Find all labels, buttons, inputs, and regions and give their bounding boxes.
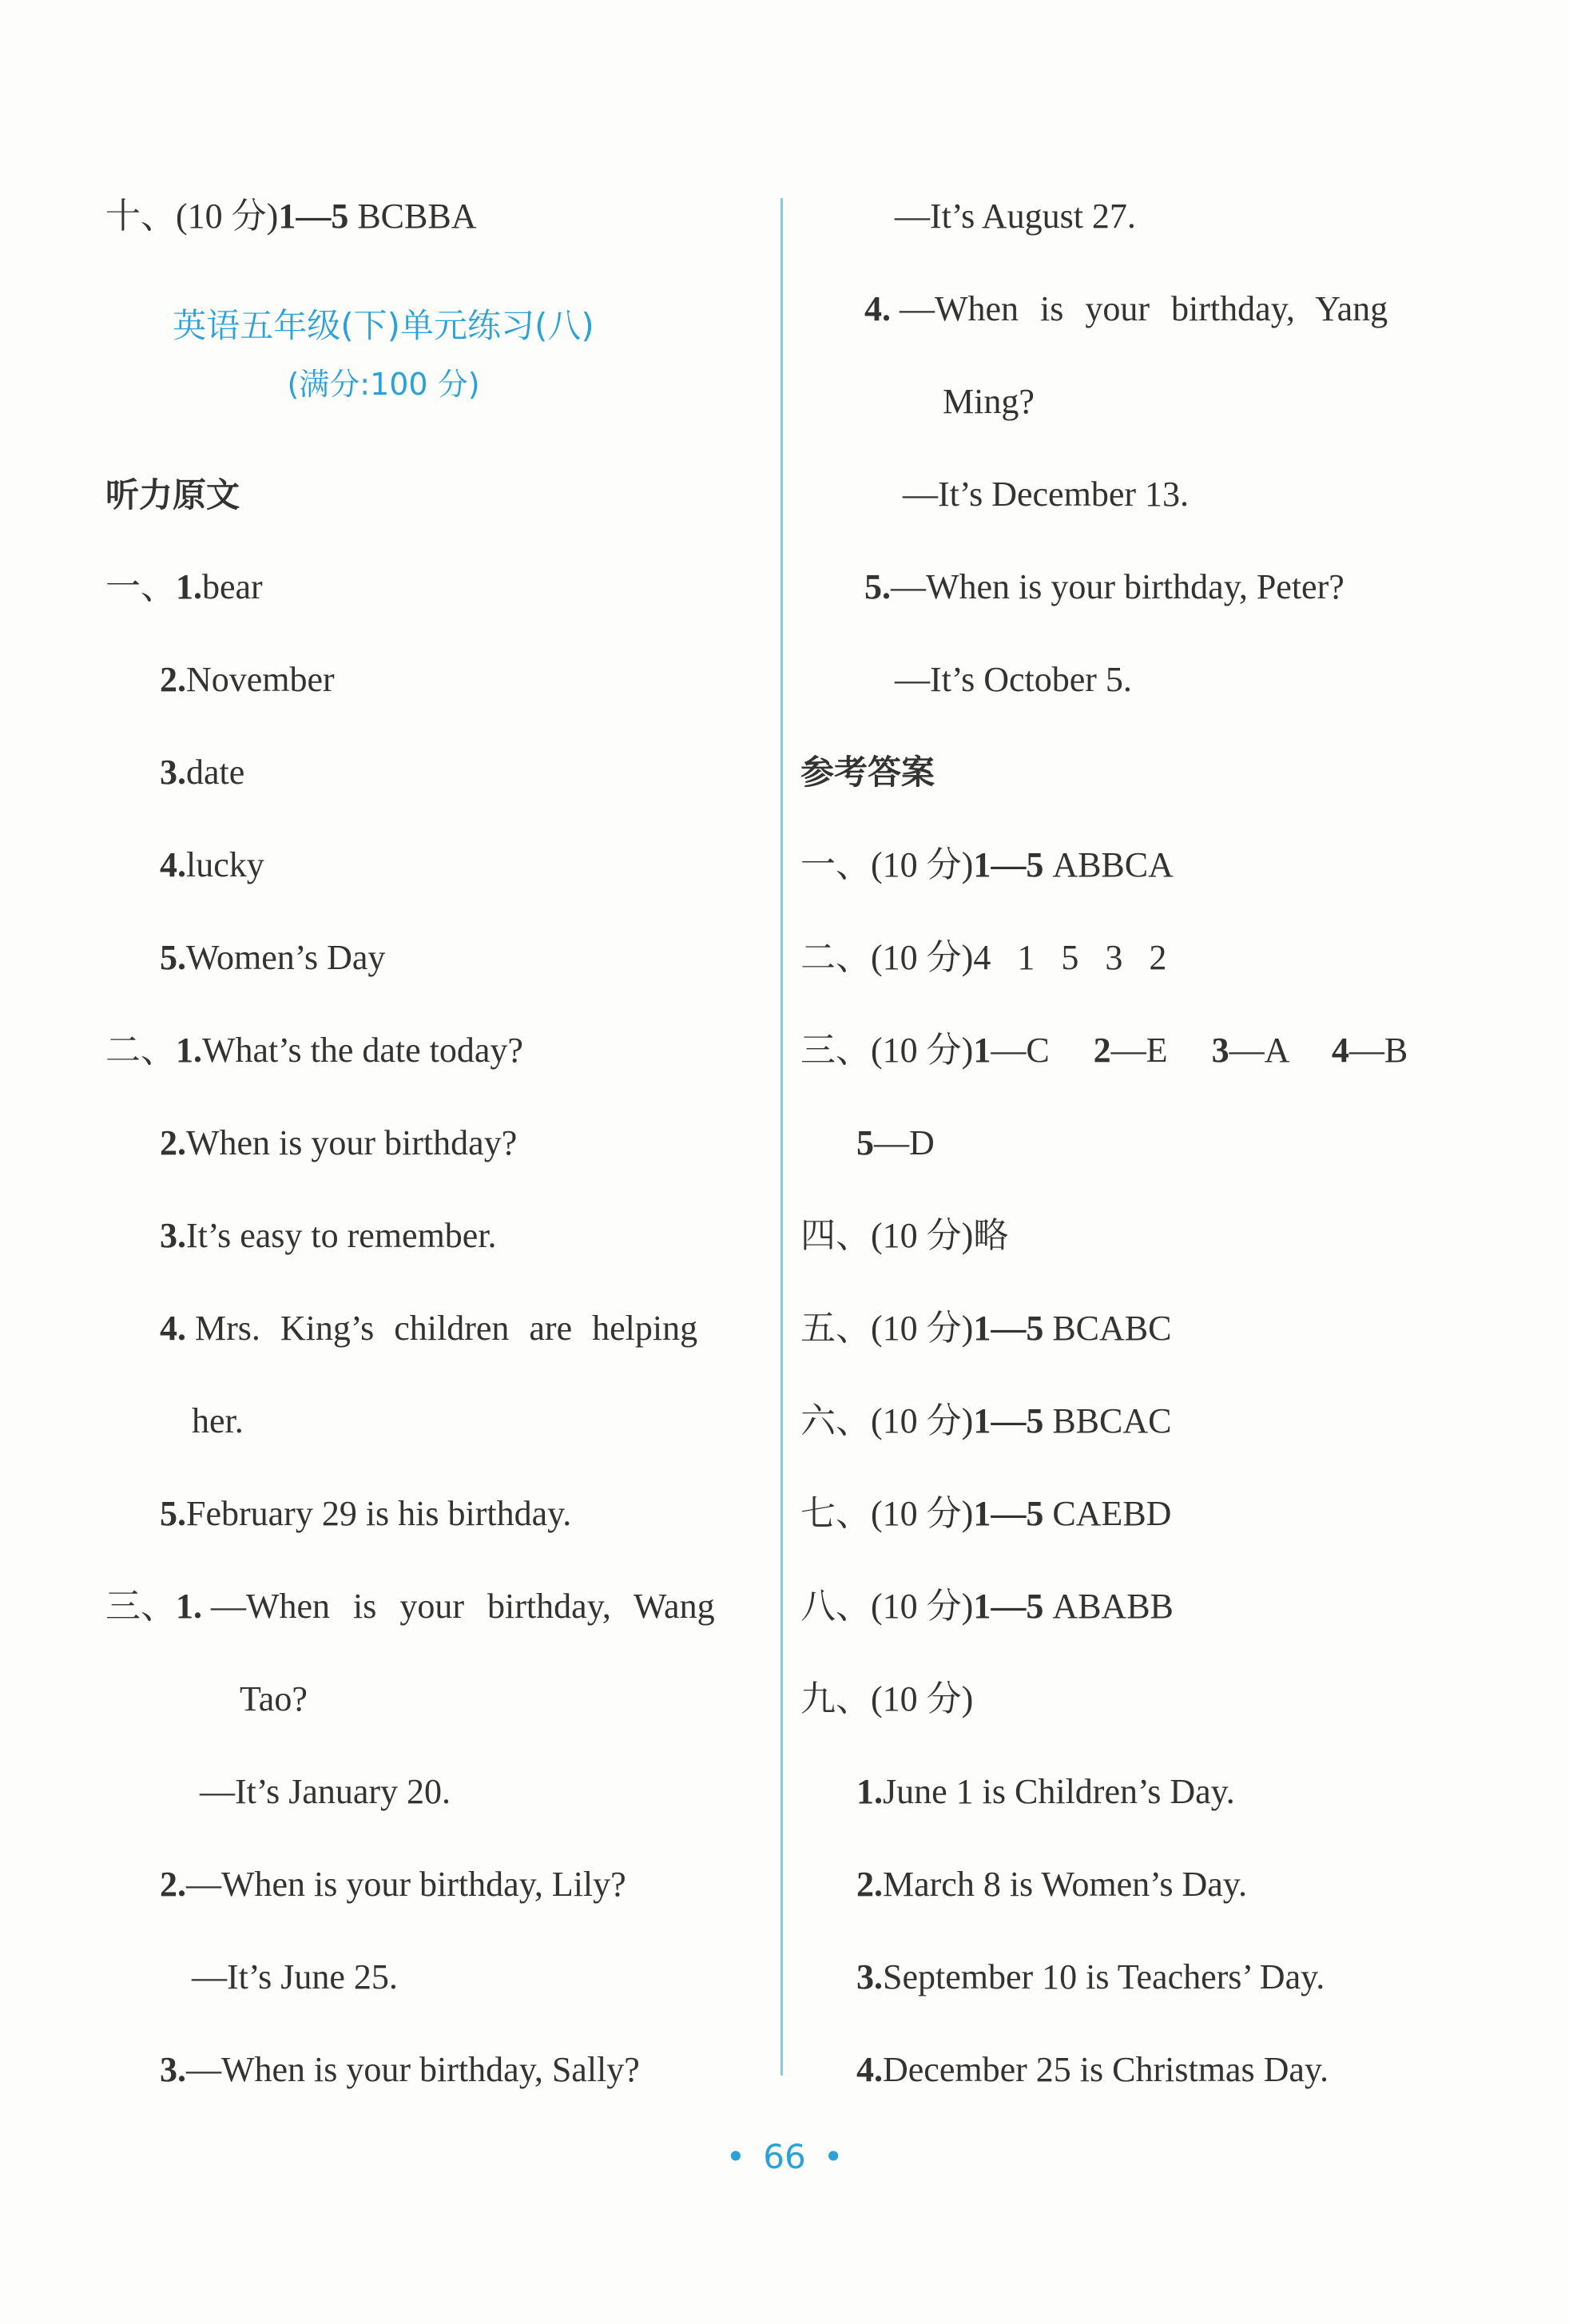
answer-row: 二、(10 分)4 1 5 3 2 (800, 938, 1167, 977)
answer-row: 六、(10 分)1—5 BBCAC (800, 1401, 1172, 1440)
listening-sec1-item: 4.lucky (160, 845, 264, 884)
answer-row: 一、(10 分)1—5 ABBCA (800, 845, 1174, 884)
answer-row: 七、(10 分)1—5 CAEBD (800, 1494, 1172, 1533)
answer-row: 三、(10 分)1—C 2—E 3—A 4—B (800, 1031, 1408, 1070)
listening-sec3-dialog: 三、1. —When is your birthday, Wang (105, 1587, 715, 1626)
page-number-dot: • (725, 2137, 746, 2176)
sec9-sentence: 1.June 1 is Children’s Day. (856, 1772, 1235, 1811)
unit-title: 英语五年级(下)单元练习(八) (173, 306, 594, 345)
listening-sec3-reply: —It’s December 13. (903, 475, 1189, 514)
listening-sec3-dialog: 3.—When is your birthday, Sally? (160, 2050, 640, 2089)
answer-row-continuation: 5—D (856, 1123, 935, 1162)
listening-sec2-item: 5.February 29 is his birthday. (160, 1494, 572, 1533)
listening-sec2-item: 4. Mrs. King’s children are helping (160, 1309, 698, 1348)
listening-sec2-item: 2.When is your birthday? (160, 1123, 518, 1162)
listening-sec1-item: 一、1.bear (105, 567, 263, 606)
answers-heading: 参考答案 (800, 753, 935, 792)
listening-sec1-item: 2.November (160, 660, 335, 699)
page-number: • 66 • (0, 2135, 1569, 2179)
listening-sec1-item: 5.Women’s Day (160, 938, 386, 977)
section-10-answer: 十、(10 分)1—5 BCBBA (105, 197, 477, 236)
listening-sec3-dialog: 5.—When is your birthday, Peter? (864, 567, 1345, 606)
listening-sec3-reply: —It’s June 25. (192, 1957, 398, 1996)
sec9-sentence: 3.September 10 is Teachers’ Day. (856, 1957, 1325, 1996)
listening-sec3-dialog: 4. —When is your birthday, Yang (864, 289, 1388, 328)
listening-sec2-item: 3.It’s easy to remember. (160, 1216, 497, 1255)
listening-sec3-reply: —It’s October 5. (895, 660, 1132, 699)
answer-row: 五、(10 分)1—5 BCABC (800, 1309, 1172, 1348)
listening-heading: 听力原文 (105, 475, 240, 514)
sec9-sentence: 4.December 25 is Christmas Day. (856, 2050, 1329, 2089)
full-score-subtitle: (满分:100 分) (287, 367, 480, 402)
sec9-sentence: 2.March 8 is Women’s Day. (856, 1865, 1247, 1904)
answer-row: 九、(10 分) (800, 1679, 974, 1718)
listening-sec2-item: 二、1.What’s the date today? (105, 1031, 523, 1070)
listening-sec3-reply: —It’s January 20. (200, 1772, 451, 1811)
answer-row: 八、(10 分)1—5 ABABB (800, 1587, 1174, 1626)
listening-sec3-reply: —It’s August 27. (895, 197, 1136, 236)
listening-sec3-continuation: Ming? (943, 382, 1035, 421)
column-divider (781, 198, 783, 2076)
listening-sec1-item: 3.date (160, 753, 245, 792)
listening-sec3-continuation: Tao? (240, 1679, 308, 1718)
listening-sec2-continuation: her. (192, 1401, 244, 1440)
page-number-dot: • (823, 2137, 844, 2176)
listening-sec3-dialog: 2.—When is your birthday, Lily? (160, 1865, 626, 1904)
answer-row: 四、(10 分)略 (800, 1216, 1009, 1255)
